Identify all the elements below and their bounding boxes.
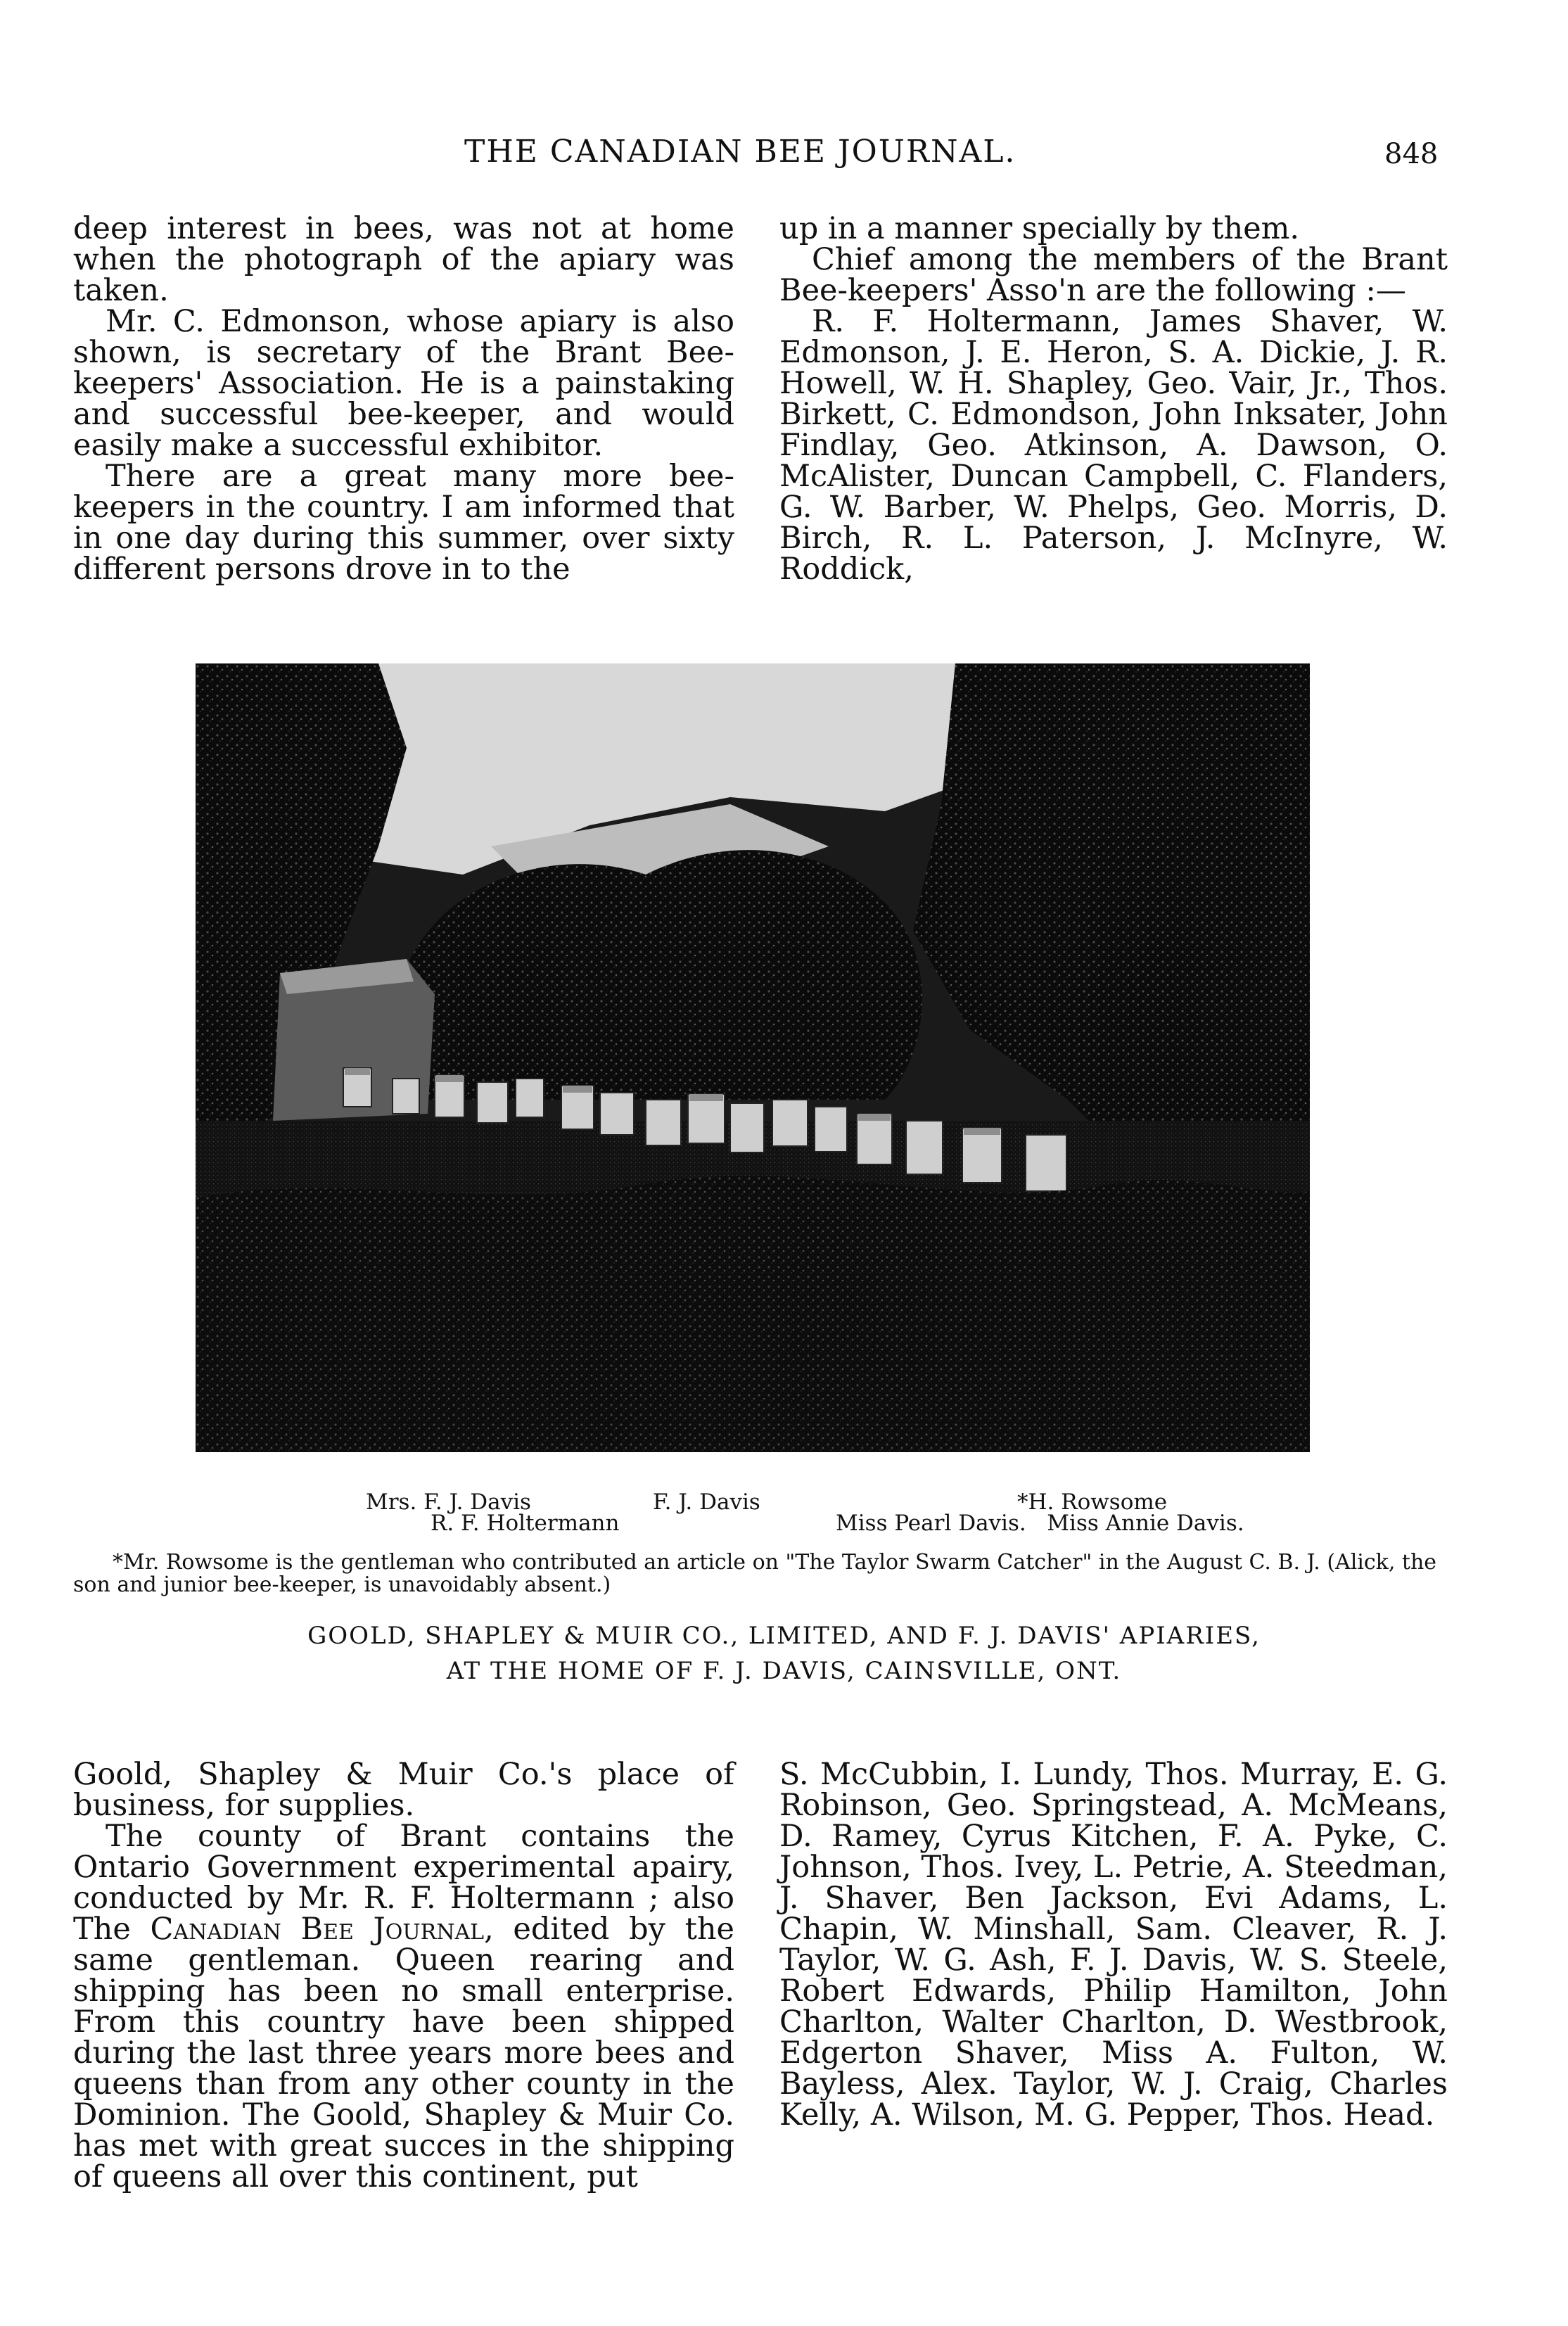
caption-name: Mrs. F. J. Davis <box>366 1489 531 1515</box>
paragraph: Mr. C. Edmonson, whose apiary is also shown, is secretary of the Brant Bee-keepers' Association. He is a painstaking and successful bee-keeper, and would easily make a successful exhibitor. <box>73 304 734 463</box>
photo-title-line-1: GOOLD, SHAPLEY & MUIR CO., LIMITED, AND F. J. DAVIS' APIARIES, <box>307 1622 1261 1650</box>
caption-name: Miss Pearl Davis. Miss Annie Davis. <box>836 1511 1244 1536</box>
bottom-right-column <box>779 1757 1448 2133</box>
page-number: 848 <box>1384 138 1439 170</box>
top-right-column <box>779 213 1448 585</box>
journal-name: Canadian Bee Journal <box>150 1912 485 1947</box>
caption-name: R. F. Holtermann <box>431 1511 620 1536</box>
top-left-column <box>73 213 734 585</box>
paragraph-text: , edited by the same gentleman. Queen rearing and shipping has been no small enterprise. From this country have been shipped during the last three years more bees and queens than from any other county in the Dominion. The Goold, Shapley & Muir Co. has met with great succes in the shipping of queens all over this continent, put <box>73 1912 734 2194</box>
apiary-photo-image <box>196 663 1310 1452</box>
paragraph: Chief among the members of the Brant Bee-keepers' Asso'n are the following :— <box>779 242 1448 308</box>
photo-footnote <box>73 1551 1452 1596</box>
bottom-left-column <box>73 1759 734 2192</box>
member-list: R. F. Holtermann, James Shaver, W. Edmonson, J. E. Heron, S. A. Dickie, J. R. Howell, W. H. Shapley, Geo. Vair, Jr., Thos. Birkett, C. Edmondson, John Inksater, John Findlay, Geo. Atkinson, A. Dawson, O. McAlister, Duncan Campbell, C. Flanders, G. W. Barber, W. Phelps, Geo. Morris, D. Birch, R. L. Paterson, J. McInyre, W. Roddick, <box>779 304 1448 587</box>
apiary-photograph <box>196 663 1310 1452</box>
paragraph: There are a great many more bee-keepers in the country. I am informed that in one day during this summer, over sixty different persons drove in to the <box>73 459 734 587</box>
paragraph-text: The county of Brant contains the Ontario Government experimental apairy, conducted by Mr. R. F. Holtermann ; also The <box>73 1819 734 1947</box>
paragraph: Goold, Shapley & Muir Co.'s place of business, for supplies. <box>73 1757 734 1823</box>
running-title: THE CANADIAN BEE JOURNAL. <box>464 134 1016 170</box>
paragraph: up in a manner specially by them. <box>779 211 1300 246</box>
footnote-text: *Mr. Rowsome is the gentleman who contributed an article on "The Taylor Swarm Catcher" in the August C. B. J. (Alick, the son and junior bee-keeper, is unavoidably absent.) <box>73 1550 1437 1597</box>
paragraph: deep interest in bees, was not at home when the photograph of the apiary was taken. <box>73 211 734 308</box>
photo-title-line-2: AT THE HOME OF F. J. DAVIS, CAINSVILLE, ONT. <box>446 1657 1122 1685</box>
member-list: S. McCubbin, I. Lundy, Thos. Murray, E. G. Robinson, Geo. Springstead, A. McMeans, D. Ramey, Cyrus Kitchen, F. A. Pyke, C. Johnson, Thos. Ivey, L. Petrie, A. Steedman, J. Shaver, Ben Jackson, Evi Adams, L. Chapin, W. Minshall, Sam. Cleaver, R. J. Taylor, W. G. Ash, F. J. Davis, W. S. Steele, Robert Edwards, Philip Hamilton, John Charlton, Walter Charlton, D. Westbrook, Edgerton Shaver, Miss A. Fulton, W. Bayless, Alex. Taylor, W. J. Craig, Charles Kelly, A. Wilson, M. G. Pepper, Thos. Head. <box>779 1757 1448 2133</box>
paragraph <box>73 1821 734 2192</box>
caption-name: F. J. Davis <box>653 1489 760 1515</box>
caption-name: *H. Rowsome <box>1017 1489 1168 1515</box>
page-header <box>0 134 1568 176</box>
